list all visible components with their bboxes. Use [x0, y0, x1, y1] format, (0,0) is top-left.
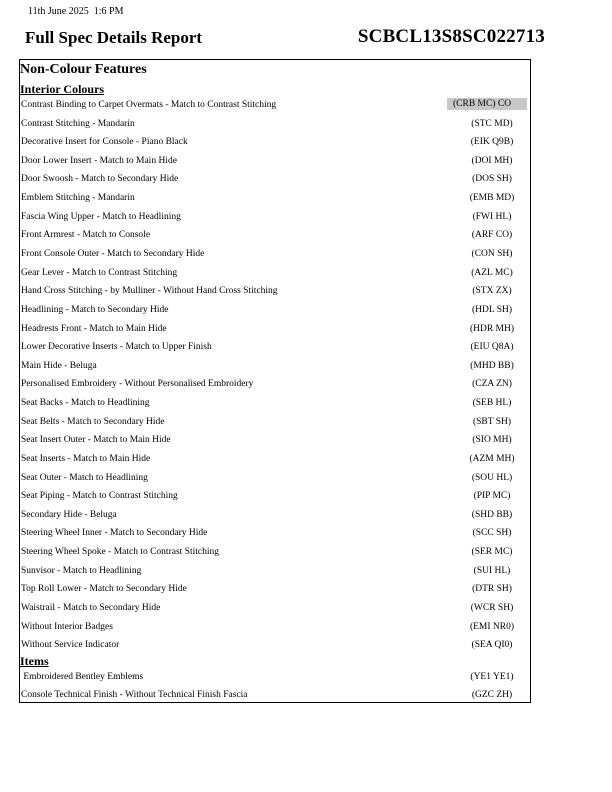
feature-code: (HDR MH) — [469, 324, 515, 334]
feature-label: Front Console Outer - Match to Secondary Hide — [21, 249, 205, 259]
feature-code: (ARF CO) — [471, 230, 513, 240]
feature-label: Door Swoosh - Match to Secondary Hide — [21, 174, 179, 184]
feature-row — [20, 153, 530, 171]
feature-label: Seat Insert Outer - Match to Main Hide — [21, 435, 171, 445]
feature-row — [20, 637, 530, 655]
feature-label: Headlining - Match to Secondary Hide — [21, 305, 169, 315]
feature-label: Without Service Indicator — [21, 640, 120, 650]
feature-label: Embroidered Bentley Emblems — [21, 672, 144, 682]
feature-code: (SIO MH) — [472, 435, 512, 445]
feature-code: (EIU Q8A) — [470, 342, 514, 352]
feature-code: (SER MC) — [471, 547, 513, 557]
feature-label: Main Hide - Beluga — [21, 361, 97, 371]
feature-code: (CRB MC) CO — [447, 98, 527, 110]
feature-row — [20, 525, 530, 543]
feature-label: Without Interior Badges — [21, 622, 113, 632]
feature-row — [20, 432, 530, 450]
feature-code: (EMB MD) — [469, 193, 515, 203]
feature-code: (SEA QI0) — [471, 640, 513, 650]
feature-label: Top Roll Lower - Match to Secondary Hide — [21, 584, 187, 594]
feature-code: (WCR SH) — [470, 603, 514, 613]
feature-code: (SCC SH) — [472, 528, 512, 538]
feature-row — [20, 619, 530, 637]
feature-row — [20, 581, 530, 599]
feature-row — [20, 507, 530, 525]
feature-row — [20, 190, 530, 208]
feature-label: Seat Backs - Match to Headlining — [21, 398, 150, 408]
feature-label: Seat Piping - Match to Contrast Stitching — [21, 491, 178, 501]
feature-label: Lower Decorative Inserts - Match to Upper Finish — [21, 342, 212, 352]
feature-code: (STC MD) — [471, 119, 513, 129]
feature-row — [20, 134, 530, 152]
feature-code: (DOI MH) — [471, 156, 513, 166]
feature-label: Front Armrest - Match to Console — [21, 230, 151, 240]
feature-label: Steering Wheel Inner - Match to Secondary Hide — [21, 528, 208, 538]
feature-code: (MHD BB) — [470, 361, 514, 371]
feature-row — [20, 97, 530, 115]
feature-code: (HDL SH) — [471, 305, 513, 315]
feature-label: Secondary Hide - Beluga — [21, 510, 117, 520]
feature-code: (GZC ZH) — [471, 690, 513, 700]
feature-code: (YE1 YE1) — [470, 672, 514, 682]
group-heading-items: Items — [20, 654, 49, 668]
feature-label: Sunvisor - Match to Headlining — [21, 566, 142, 576]
feature-code: (CON SH) — [471, 249, 513, 259]
feature-code: (FWI HL) — [472, 212, 512, 222]
feature-code: (SHD BB) — [471, 510, 513, 520]
section-title: Non-Colour Features — [20, 62, 147, 77]
feature-code: (STX ZX) — [472, 286, 512, 296]
feature-label: Gear Lever - Match to Contrast Stitching — [21, 268, 178, 278]
feature-code: (SBT SH) — [472, 417, 512, 427]
feature-code: (SOU HL) — [471, 473, 513, 483]
feature-row — [20, 563, 530, 581]
feature-code: (DOS SH) — [472, 174, 512, 184]
feature-code: (AZL MC) — [471, 268, 513, 278]
feature-label: Headrests Front - Match to Main Hide — [21, 324, 167, 334]
feature-label: Decorative Insert for Console - Piano Black — [21, 137, 188, 147]
feature-row — [20, 669, 530, 687]
feature-code: (SEB HL) — [472, 398, 512, 408]
feature-label: Personalised Embroidery - Without Personalised Embroidery — [21, 379, 254, 389]
feature-label: Seat Outer - Match to Headlining — [21, 473, 148, 483]
feature-row — [20, 321, 530, 339]
feature-code: (CZA ZN) — [472, 379, 512, 389]
feature-label: Fascia Wing Upper - Match to Headlining — [21, 212, 181, 222]
feature-label: Hand Cross Stitching - by Mulliner - Without Hand Cross Stitching — [21, 286, 278, 296]
feature-label: Waistrail - Match to Secondary Hide — [21, 603, 161, 613]
feature-row — [20, 339, 530, 357]
report-title: Full Spec Details Report — [25, 28, 203, 47]
feature-label: Console Technical Finish - Without Technical Finish Fascia — [21, 690, 248, 700]
feature-row — [20, 265, 530, 283]
feature-row — [20, 395, 530, 413]
feature-code: (EMI NR0) — [469, 622, 515, 632]
feature-row — [20, 687, 530, 705]
feature-row — [20, 451, 530, 469]
feature-label: Seat Inserts - Match to Main Hide — [21, 454, 151, 464]
feature-label: Contrast Stitching - Mandarin — [21, 119, 135, 129]
feature-code: (SUI HL) — [473, 566, 511, 576]
feature-row — [20, 227, 530, 245]
group-heading-interior-colours: Interior Colours — [20, 82, 105, 96]
feature-code: (EIK Q9B) — [470, 137, 514, 147]
feature-code: (AZM MH) — [469, 454, 515, 464]
feature-row — [20, 544, 530, 562]
feature-row — [20, 600, 530, 618]
feature-row — [20, 116, 530, 134]
feature-code: (PIP MC) — [473, 491, 511, 501]
feature-row — [20, 376, 530, 394]
feature-row — [20, 246, 530, 264]
report-timestamp: 11th June 2025 1:6 PM — [28, 6, 124, 17]
feature-label: Seat Belts - Match to Secondary Hide — [21, 417, 165, 427]
feature-row — [20, 470, 530, 488]
feature-row — [20, 414, 530, 432]
feature-label: Contrast Binding to Carpet Overmats - Match to Contrast Stitching — [21, 100, 277, 110]
feature-row — [20, 171, 530, 189]
feature-row — [20, 358, 530, 376]
feature-label: Steering Wheel Spoke - Match to Contrast Stitching — [21, 547, 219, 557]
feature-row — [20, 302, 530, 320]
feature-label: Emblem Stitching - Mandarin — [21, 193, 135, 203]
feature-row — [20, 488, 530, 506]
feature-row — [20, 283, 530, 301]
feature-label: Door Lower Insert - Match to Main Hide — [21, 156, 177, 166]
vin-number: SCBCL13S8SC022713 — [357, 26, 545, 47]
feature-row — [20, 209, 530, 227]
feature-code: (DTR SH) — [472, 584, 512, 594]
